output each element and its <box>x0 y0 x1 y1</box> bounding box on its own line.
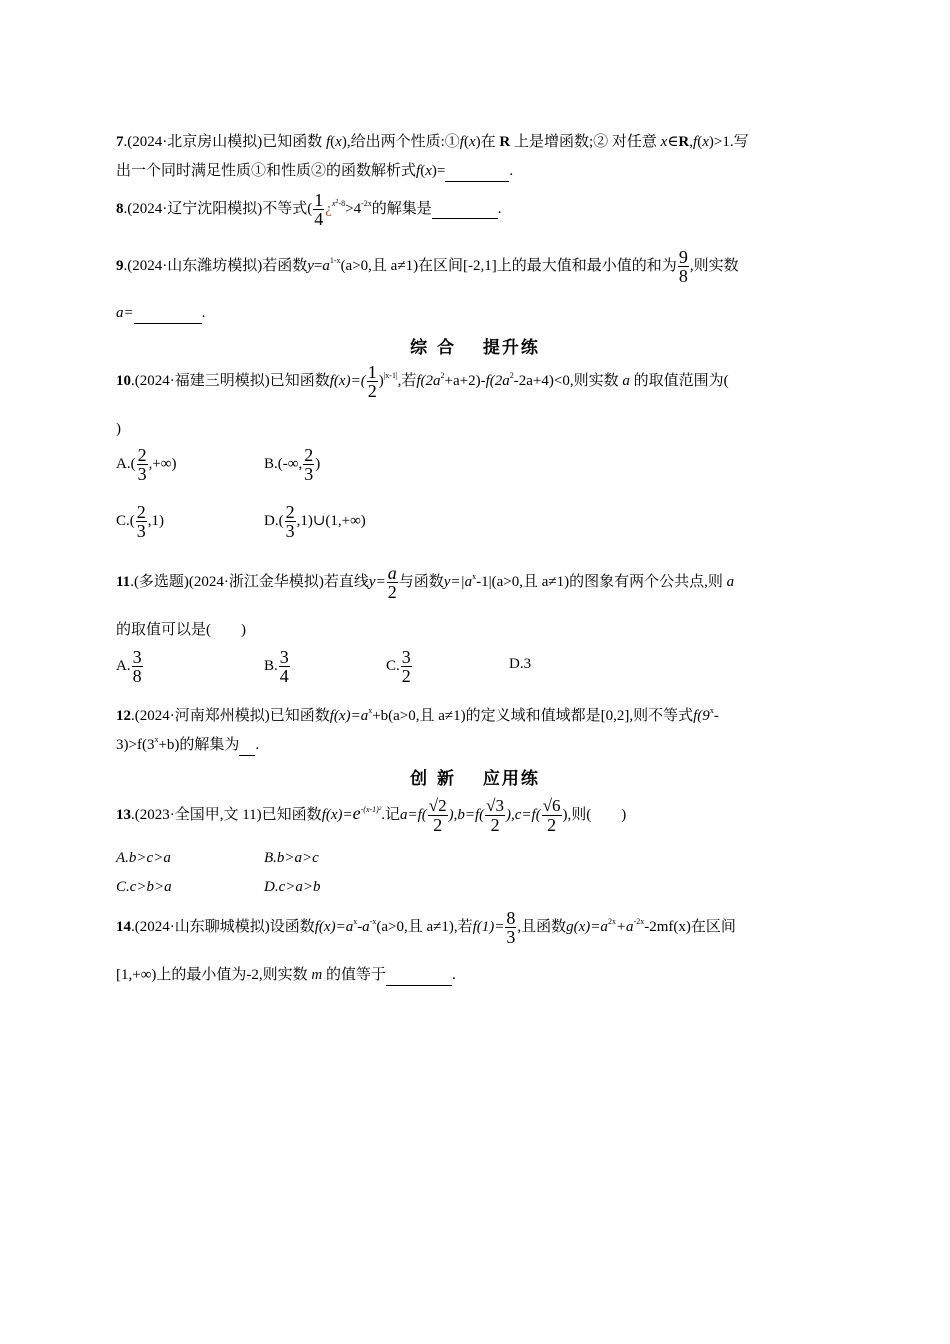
q9-text: y <box>307 258 314 274</box>
q14-text: . <box>452 967 456 983</box>
frac-numerator: 8 <box>506 908 516 929</box>
q12-text: +b)的解集为 <box>158 737 240 753</box>
q10-text: -2a+4)<0,则实数 <box>513 373 619 389</box>
q12-text: f(9 <box>693 708 710 724</box>
q11-text: -1|(a>0,且 a≠1)的图象有两个公共点,则 <box>476 574 723 590</box>
q10-text: f(2a <box>485 373 510 389</box>
q10-text: |x-1| <box>383 371 398 380</box>
q8-fraction <box>313 191 324 228</box>
q9-text: (a>0,且 a≠1)在区间[-2,1]上的最大值和最小值的和为 <box>340 258 677 274</box>
q12-text: +b(a>0,且 a≠1)的定义域和值域都是[0,2],则不等式 <box>372 708 694 724</box>
q11-option-c[interactable] <box>386 648 413 685</box>
q7-text: 在 <box>480 134 496 150</box>
q14-number: 14 <box>116 919 131 935</box>
q14-text: m <box>311 967 323 983</box>
q13-fraction-c <box>542 797 562 834</box>
section-title-comprehensive: 综 合 提升练 <box>410 338 540 358</box>
q8-text: 2 <box>335 199 339 205</box>
q10-option-text: ,1)∪(1,+∞) <box>296 512 366 529</box>
q9-answer-blank[interactable] <box>134 303 202 324</box>
q14-answer-blank[interactable] <box>386 965 452 986</box>
frac-denominator: 3 <box>506 927 516 948</box>
frac-numerator: √3 <box>486 796 505 816</box>
q10-option-b[interactable] <box>264 446 320 483</box>
q7-text: x <box>660 134 668 150</box>
q8-number: 8 <box>116 201 124 217</box>
q14-text: f(x)=a <box>314 919 354 935</box>
frac-numerator: 3 <box>132 647 142 667</box>
frac-denominator: 2 <box>547 815 557 836</box>
q8-text: -2x <box>361 199 372 208</box>
q13-text: a=f( <box>400 807 427 823</box>
q9-text: . <box>201 305 206 321</box>
frac-numerator: 1 <box>314 190 324 211</box>
q9-fraction <box>678 248 689 285</box>
q14-text: x <box>353 917 358 926</box>
q13-option-b[interactable]: B.b>a>c <box>264 850 319 866</box>
q7-text: , <box>689 134 694 150</box>
q11-text: a <box>726 574 735 590</box>
q10-text: a <box>622 373 630 389</box>
q11-text: x <box>472 572 477 581</box>
q7-text: ( <box>330 134 336 150</box>
option-fraction <box>136 503 147 540</box>
q7-text: ( <box>420 163 426 179</box>
frac-numerator: 3 <box>401 647 411 667</box>
option-fraction <box>132 648 143 685</box>
q13-option-a[interactable]: A.b>c>a <box>116 850 171 866</box>
q10-option-text: ,1) <box>147 512 164 529</box>
q7-text: 上是增函数;② 对任意 <box>513 134 657 150</box>
q9-text: a <box>322 258 330 274</box>
q10-option-c[interactable] <box>116 503 164 540</box>
q9-text: a= <box>116 305 134 321</box>
q8-source: .(2024·辽宁沈阳模拟)不等式( <box>123 201 313 217</box>
q11-fraction <box>387 564 398 601</box>
q10-option-text: ) <box>315 455 321 472</box>
q14-source: .(2024·山东聊城模拟)设函数 <box>131 919 315 935</box>
q14-text: [1,+∞)上的最小值为-2,则实数 <box>116 967 308 983</box>
q7-line1: 7.(2024·北京房山模拟)已知函数 f(x),给出两个性质:①f(x)在 R 上是增函数;② 对任意 x∈R,f(x)>1.写 <box>116 134 749 150</box>
frac-numerator: a <box>387 563 397 584</box>
q14-text: -x <box>369 917 377 926</box>
q10-option-text: C.( <box>116 512 135 529</box>
frac-numerator: 2 <box>136 502 146 522</box>
q10-text: f(2a <box>416 373 441 389</box>
q11-number: 11 <box>116 574 131 590</box>
q7-text: f <box>416 163 421 179</box>
q7-text: )>1.写 <box>708 134 749 150</box>
frac-denominator: 2 <box>490 815 500 836</box>
q12-text: x <box>368 706 373 715</box>
q7-line2 <box>116 161 513 182</box>
q10-line1: 10.(2024·福建三明模拟)已知函数f(x)=( $\frac{1}{2}$ )$^{|x-1|}$,若$f(2a^2+a+2)-f(2a^2-2a+4)<0$,则实数 a 的取值范围为( <box>116 362 729 402</box>
q13-number: 13 <box>116 807 131 823</box>
q13-option-d[interactable]: D.c>a>b <box>264 879 321 895</box>
q14-text: +a <box>615 919 634 935</box>
q10-option-text: A.( <box>116 455 136 472</box>
q11-option-d[interactable]: D.3 <box>509 656 532 672</box>
q12-text: f(x)=a <box>329 708 369 724</box>
q11-text: y= <box>368 574 386 590</box>
q13-text: -(x-1)² <box>360 805 382 814</box>
frac-denominator: 4 <box>314 209 324 230</box>
q9-text: = <box>313 258 323 274</box>
section-title-innovation: 创 新 应用练 <box>410 769 540 789</box>
q14-text: 的值等于 <box>325 967 386 983</box>
q7-source: .(2024·北京房山模拟)已知函数 <box>123 134 323 150</box>
q13-source: .(2023·全国甲,文 11)已知函数 <box>131 807 322 823</box>
frac-denominator: 3 <box>304 464 314 484</box>
q11-text: y=|a <box>443 574 473 590</box>
q10-option-a[interactable] <box>116 446 176 483</box>
q12-number: 12 <box>116 708 131 724</box>
q14-text: ,且函数 <box>517 919 567 935</box>
q13-line1 <box>116 790 626 838</box>
frac-numerator: 2 <box>304 445 314 465</box>
q7-text: x <box>702 134 709 150</box>
q14-text: -2mf(x)在区间 <box>644 919 736 935</box>
q10-option-text: ,+∞) <box>148 455 177 472</box>
q9-text: ,则实数 <box>689 258 739 274</box>
q12-text: 3)>f(3 <box>116 737 155 753</box>
frac-denominator: 2 <box>387 582 397 603</box>
q11-line2 <box>116 620 246 640</box>
q14-line1 <box>116 906 736 948</box>
q7-text: f <box>459 134 464 150</box>
q7-answer-blank[interactable] <box>445 161 509 182</box>
q8-text: >4 <box>345 201 362 217</box>
q8-answer-blank[interactable] <box>432 200 498 219</box>
option-fraction <box>401 648 412 685</box>
frac-numerator: 3 <box>279 647 289 667</box>
q8-text: . <box>497 201 502 217</box>
q9-line1 <box>116 245 739 287</box>
q7-text: 出一个同时满足性质①和性质②的函数解析式 <box>116 163 417 179</box>
frac-denominator: 2 <box>367 381 377 402</box>
q10-text: f(x)=( <box>329 373 366 389</box>
frac-numerator: √6 <box>542 796 561 816</box>
q13-text: e <box>352 803 361 823</box>
q12-source: .(2024·河南郑州模拟)已知函数 <box>131 708 330 724</box>
q10-fraction <box>367 363 378 400</box>
frac-numerator: 2 <box>285 502 295 522</box>
q8-text: ¿ <box>325 201 332 217</box>
q14-text: -2x <box>633 917 645 926</box>
q11-option-text: C. <box>386 657 400 674</box>
q14-text: g(x)=a <box>566 919 608 935</box>
frac-numerator: 9 <box>678 247 688 268</box>
frac-denominator: 3 <box>285 521 295 541</box>
q11-option-a[interactable] <box>116 648 144 685</box>
q7-text: x <box>468 134 476 150</box>
option-fraction <box>279 648 290 685</box>
q7-text: f <box>693 134 698 150</box>
q7-text: R <box>678 134 690 150</box>
q7-text: f <box>326 134 331 150</box>
q13-text: f(x)= <box>321 807 353 823</box>
q12-text: x <box>709 706 714 715</box>
q7-text: R <box>499 134 511 150</box>
q8-text: x <box>331 199 336 208</box>
q14-line2 <box>116 965 456 986</box>
q7-text: ∈ <box>667 134 679 150</box>
q7-text: ( <box>463 134 469 150</box>
q12-line1 <box>116 706 719 726</box>
q14-fraction <box>505 909 516 946</box>
frac-denominator: 3 <box>137 464 147 484</box>
q11-text: 的取值可以是( ) <box>116 622 246 638</box>
q11-option-text: B. <box>264 657 278 674</box>
q7-text: x <box>335 134 342 150</box>
option-fraction <box>303 446 314 483</box>
q13-option-c[interactable]: C.c>b>a <box>116 879 172 895</box>
option-fraction <box>285 503 296 540</box>
q14-text: 2x <box>607 917 616 926</box>
q10-line2 <box>116 419 121 439</box>
q12-answer-blank[interactable] <box>239 735 255 756</box>
q7-text: . <box>509 163 514 179</box>
q10-option-text: D.( <box>264 512 284 529</box>
q8-text: 的解集是 <box>371 201 432 217</box>
frac-numerator: 2 <box>137 445 147 465</box>
q7-number: 7 <box>116 134 124 150</box>
q8-line <box>116 188 502 230</box>
q7-text: )= <box>431 163 446 179</box>
q13-fraction-a <box>428 797 448 834</box>
frac-denominator: 4 <box>279 666 289 686</box>
q10-option-text: B.(-∞, <box>264 455 303 472</box>
q13-text: ),c=f( <box>506 807 541 823</box>
frac-numerator: √2 <box>428 796 447 816</box>
q11-text: 与函数 <box>398 574 444 590</box>
q13-fraction-b <box>485 797 505 834</box>
q12-text: - <box>713 708 719 724</box>
q12-text: x <box>154 735 159 744</box>
q7-text: ( <box>697 134 703 150</box>
q11-option-b[interactable] <box>264 648 291 685</box>
q10-option-d[interactable] <box>264 503 366 540</box>
frac-denominator: 2 <box>433 815 443 836</box>
q9-line2 <box>116 303 205 324</box>
q10-text: 的取值范围为( <box>633 373 729 389</box>
frac-denominator: 2 <box>401 666 411 686</box>
q13-text: ),则( ) <box>562 807 627 823</box>
option-fraction <box>137 446 148 483</box>
q9-source: .(2024·山东潍坊模拟)若函数 <box>123 258 308 274</box>
q13-text: ),b=f( <box>448 807 485 823</box>
q14-text: f(1)= <box>472 919 505 935</box>
q8-text: -8 <box>338 199 346 208</box>
q14-text: (a>0,且 a≠1),若 <box>376 919 473 935</box>
frac-denominator: 3 <box>136 521 146 541</box>
frac-denominator: 8 <box>132 666 142 686</box>
frac-denominator: 8 <box>678 266 688 287</box>
q10-text: ,若 <box>397 373 417 389</box>
q12-text: . <box>255 737 260 753</box>
q12-line2 <box>116 735 259 756</box>
q9-text: 1-x <box>329 256 341 265</box>
q10-text: ) <box>116 421 121 437</box>
q11-option-text: A. <box>116 657 131 674</box>
q11-line1 <box>116 561 734 603</box>
q10-number: 10 <box>116 373 131 389</box>
frac-numerator: 1 <box>367 362 377 383</box>
q9-number: 9 <box>116 258 124 274</box>
q7-text: ),给出两个性质:① <box>341 134 460 150</box>
q7-text: x <box>425 163 432 179</box>
q13-text: .记 <box>381 807 400 823</box>
q10-source: .(2024·福建三明模拟)已知函数 <box>131 373 330 389</box>
q10-text: +a+2)- <box>444 373 486 389</box>
q11-source: .(多选题)(2024·浙江金华模拟)若直线 <box>130 574 369 590</box>
q14-text: -a <box>357 919 370 935</box>
